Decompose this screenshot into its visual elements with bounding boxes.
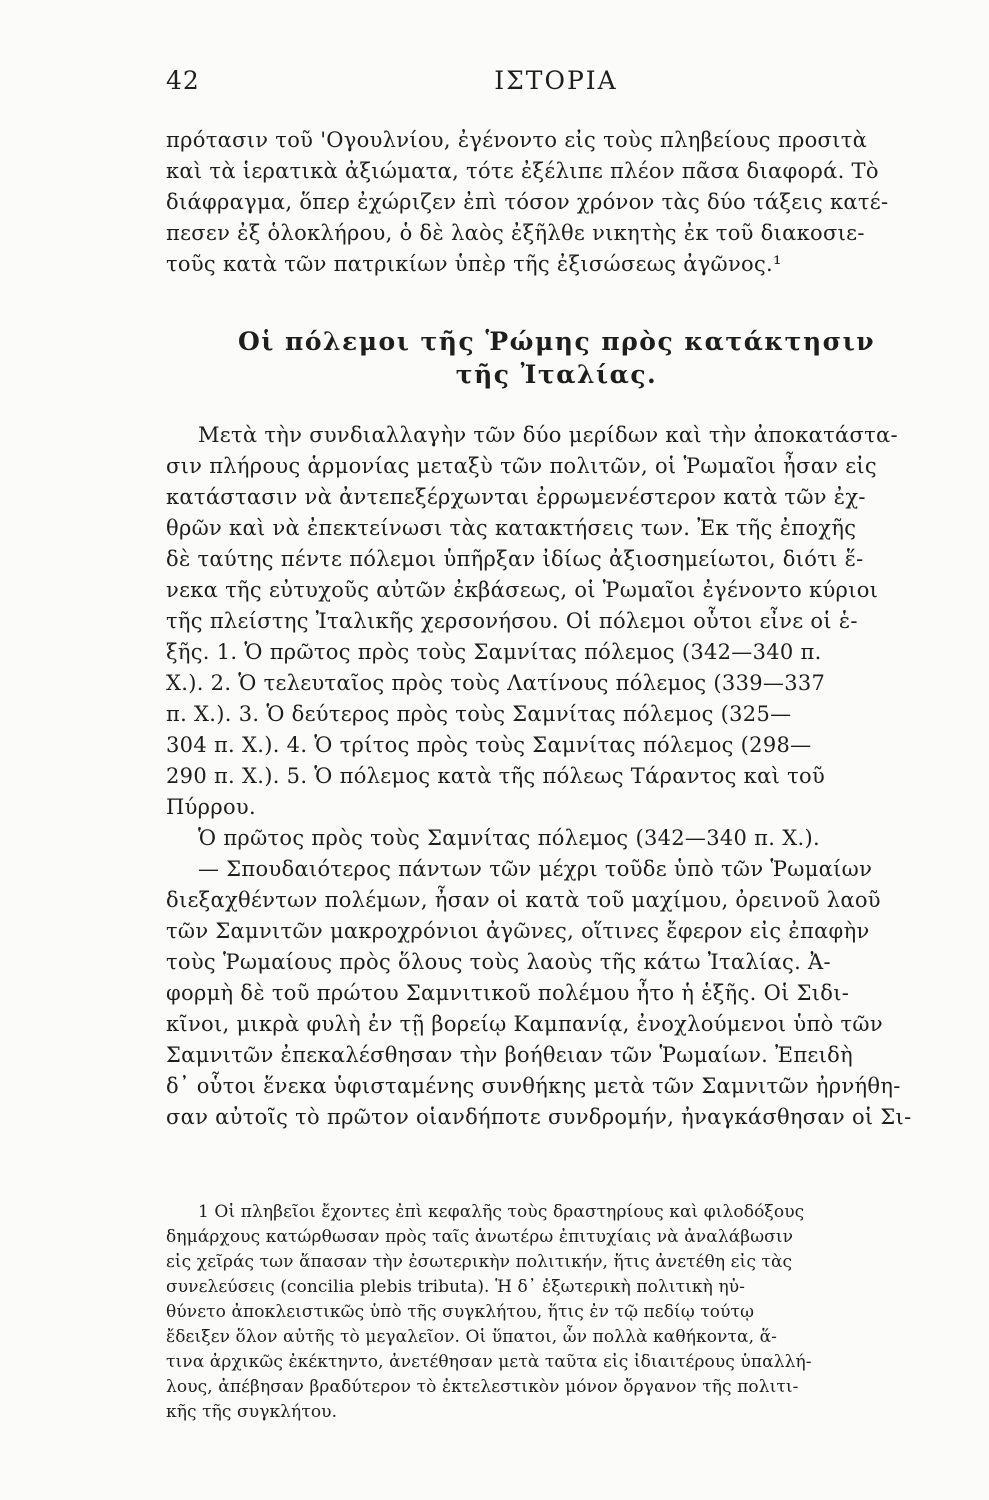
text-line: τῆς πλείστης Ἰταλικῆς χερσονήσου. Οἱ πόλεμοι οὗτοι εἶνε οἱ ἑ-	[166, 609, 858, 633]
text-line: 304 π. Χ.). 4. Ὁ τρίτος πρὸς τοὺς Σαμνίτας πόλεμος (298—	[166, 733, 812, 757]
running-header	[166, 66, 946, 96]
text-line: θρῶν καὶ νὰ ἐπεκτείνωσι τὰς κατακτήσεις των. Ἐκ τῆς ἐποχῆς	[166, 516, 857, 540]
text-line: κατάστασιν νὰ ἀντεπεξέρχωνται ἐρρωμενέστερον κατὰ τῶν ἐχ-	[166, 485, 866, 509]
text-line: τοὺς Ῥωμαίους πρὸς ὅλους τοὺς λαοὺς τῆς κάτω Ἰταλίας. Ἀ-	[166, 950, 831, 974]
text-line: νεκα τῆς εὐτυχοῦς αὐτῶν ἐκβάσεως, οἱ Ῥωμαῖοι ἐγένοντο κύριοι	[166, 578, 879, 602]
text-line: τῶν Σαμνιτῶν μακροχρόνιοι ἀγῶνες, οἵτινες ἔφερον εἰς ἐπαφὴν	[166, 919, 870, 943]
text-line: σαν αὐτοῖς τὸ πρῶτον οἱανδήποτε συνδρομήν, ἠναγκάσθησαν οἱ Σι-	[166, 1105, 912, 1129]
footnote-line: 1 Οἱ πληβεῖοι ἔχοντες ἐπὶ κεφαλῆς τοὺς δραστηρίους καὶ φιλοδόξους	[198, 1202, 805, 1222]
footnote-line: εἰς χεῖράς των ἅπασαν τὴν ἐσωτερικὴν πολιτικήν, ἥτις ἀνετέθη εἰς τὰς	[166, 1252, 793, 1272]
text-line: ξῆς. 1. Ὁ πρῶτος πρὸς τοὺς Σαμνίτας πόλεμος (342—340 π.	[166, 640, 822, 664]
footnote-line: συνελεύσεις (concilia plebis tributa). Ἡ δ᾽ ἐξωτερικὴ πολιτικὴ ηὐ-	[166, 1277, 746, 1297]
footnote-line: θύνετο ἀποκλειστικῶς ὑπὸ τῆς συγκλήτου, ἥτις ἐν τῷ πεδίῳ τούτῳ	[166, 1302, 755, 1322]
heading-line: τῆς Ἰταλίας.	[455, 360, 658, 389]
footnote-line: τινα ἀρχικῶς ἐκέκτηντο, ἀνετέθησαν μετὰ ταῦτα εἰς ἰδιαιτέρους ὑπαλλή-	[166, 1352, 812, 1372]
text-line: πεσεν ἐξ ὁλοκλήρου, ὁ δὲ λαὸς ἐξῆλθε νικητὴς ἐκ τοῦ διακοσιε-	[166, 221, 865, 245]
text-line: δὲ ταύτης πέντε πόλεμοι ὑπῆρξαν ἰδίως ἀξιοσημείωτοι, διότι ἕ-	[166, 547, 864, 571]
footnote-line: λους, ἀπέβησαν βραδύτερον τὸ ἐκτελεστικὸν μόνον ὄργανον τῆς πολιτι-	[166, 1377, 799, 1397]
footnote	[166, 1200, 947, 1425]
text-line: δ᾽ οὗτοι ἕνεκα ὑφισταμένης συνθήκης μετὰ τῶν Σαμνιτῶν ἠρνήθη-	[166, 1074, 901, 1098]
footnote-line: κῆς τῆς συγκλήτου.	[166, 1402, 338, 1422]
text-line: διεξαχθέντων πολέμων, ἦσαν οἱ κατὰ τοῦ μαχίμου, ὀρεινοῦ λαοῦ	[166, 888, 881, 912]
text-line: φορμὴ δὲ τοῦ πρώτου Σαμνιτικοῦ πολέμου ἦτο ἡ ἑξῆς. Οἱ Σιδι-	[166, 981, 850, 1005]
section-heading	[166, 325, 947, 391]
text-line: τοῦς κατὰ τῶν πατρικίων ὑπὲρ τῆς ἐξισώσεως ἀγῶνος.¹	[166, 252, 782, 276]
text-line: Χ.). 2. Ὁ τελευταῖος πρὸς τοὺς Λατίνους πόλεμος (339—337	[166, 671, 826, 695]
text-line: πρότασιν τοῦ 'Ογουλνίου, ἐγένοντο εἰς τοὺς πληβείους προσιτὰ	[166, 128, 868, 152]
text-line: κῖνοι, μικρὰ φυλὴ ἐν τῇ βορείῳ Καμπανίᾳ, ἐνοχλούμενοι ὑπὸ τῶν	[166, 1012, 883, 1036]
running-title: ΙΣΤΟΡΙΑ	[494, 66, 618, 95]
text-line: Πύρρου.	[166, 795, 256, 819]
text-line: Μετὰ τὴν συνδιαλλαγὴν τῶν δύο μερίδων καὶ τὴν ἀποκατάστα-	[198, 423, 898, 447]
text-line: διάφραγμα, ὅπερ ἐχώριζεν ἐπὶ τόσον χρόνον τὰς δύο τάξεις κατέ-	[166, 190, 889, 214]
text-line: 290 π. Χ.). 5. Ὁ πόλεμος κατὰ τῆς πόλεως Τάραντος καὶ τοῦ	[166, 764, 826, 788]
text-line: καὶ τὰ ἱερατικὰ ἀξιώματα, τότε ἐξέλιπε πλέον πᾶσα διαφορά. Τὸ	[166, 159, 879, 183]
page-number: 42	[166, 66, 200, 95]
footnote-line: ἔδειξεν ὅλον αὐτῆς τὸ μεγαλεῖον. Οἱ ὕπατοι, ὧν πολλὰ καθήκοντα, ἅ-	[166, 1327, 777, 1347]
text-line: — Σπουδαιότερος πάντων τῶν μέχρι τοῦδε ὑπὸ τῶν Ῥωμαίων	[198, 857, 873, 881]
footnote-line: δημάρχους κατώρθωσαν πρὸς ταῖς ἀνωτέρω ἐπιτυχίαις νὰ ἀναλάβωσιν	[166, 1227, 794, 1247]
intro-paragraph	[166, 125, 947, 280]
text-line: Ὁ πρῶτος πρὸς τοὺς Σαμνίτας πόλεμος (342—340 π. Χ.).	[198, 826, 820, 850]
heading-line: Οἱ πόλεμοι τῆς Ῥώμης πρὸς κατάκτησιν	[237, 327, 876, 356]
body-text	[166, 420, 947, 1133]
text-line: π. Χ.). 3. Ὁ δεύτερος πρὸς τοὺς Σαμνίτας πόλεμος (325—	[166, 702, 792, 726]
text-line: Σαμνιτῶν ἐπεκαλέσθησαν τὴν βοήθειαν τῶν Ῥωμαίων. Ἐπειδὴ	[166, 1043, 853, 1067]
text-line: σιν πλήρους ἁρμονίας μεταξὺ τῶν πολιτῶν, οἱ Ῥωμαῖοι ἦσαν εἰς	[166, 454, 877, 478]
